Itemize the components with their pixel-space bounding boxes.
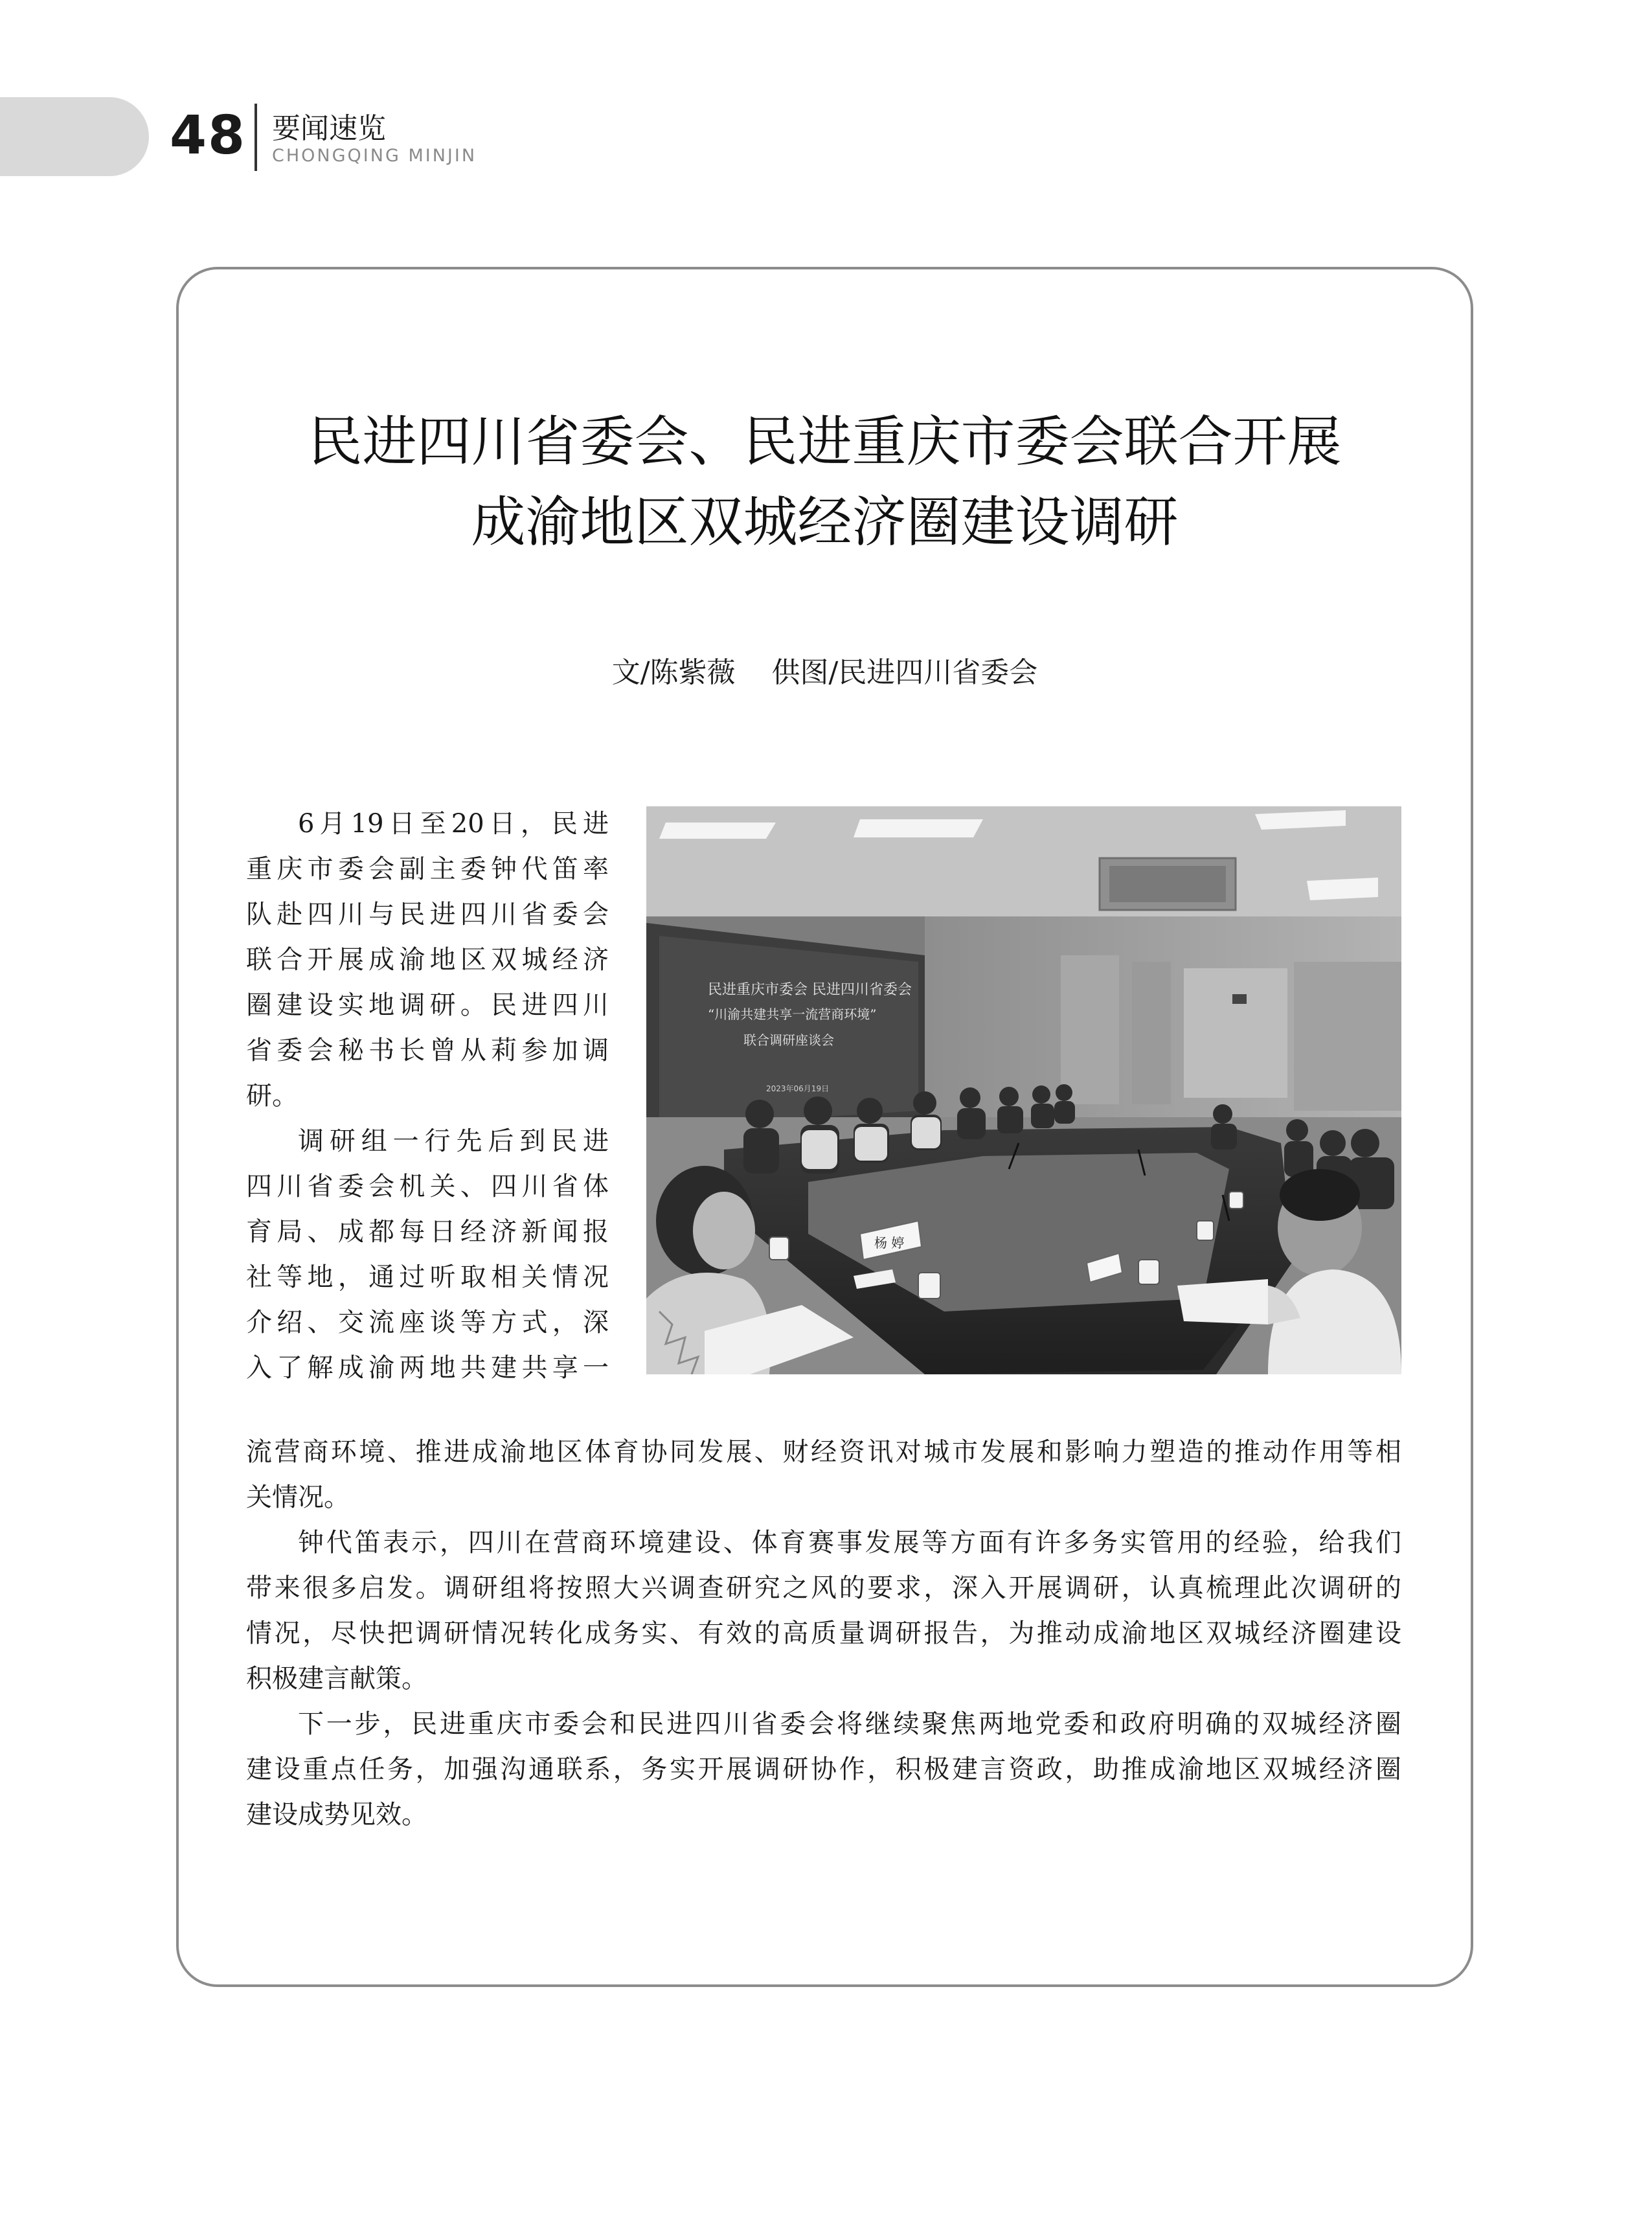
name-card: 杨 婷 bbox=[874, 1235, 905, 1251]
article-column-text bbox=[246, 801, 609, 1391]
text-line: 省委会秘书长曾从莉参加调 bbox=[246, 1036, 609, 1065]
page-tab bbox=[0, 97, 149, 176]
section-subtitle: CHONGQING MINJIN bbox=[272, 146, 477, 166]
article-body-text bbox=[246, 1429, 1401, 1837]
text-line: 6月19日至20日，民进 bbox=[298, 809, 609, 839]
text-line: 情况，尽快把调研情况转化成务实、有效的高质量调研报告，为推动成渝地区双城经济圈建设 bbox=[246, 1618, 1401, 1648]
text-line: 下一步，民进重庆市委会和民进四川省委会将继续聚焦两地党委和政府明确的双城经济圈 bbox=[298, 1709, 1401, 1739]
headline-line: 民进四川省委会、民进重庆市委会联合开展 bbox=[308, 410, 1342, 473]
text-line: 调研组一行先后到民进 bbox=[298, 1126, 609, 1156]
screen-line: “川渝共建共享一流营商环境” bbox=[708, 1006, 877, 1022]
text-line: 联合开展成渝地区双城经济 bbox=[246, 945, 609, 975]
text-line: 积极建言献策。 bbox=[246, 1664, 427, 1694]
article-headline bbox=[176, 402, 1473, 562]
header-divider bbox=[255, 104, 257, 171]
text-line: 介绍、交流座谈等方式，深 bbox=[246, 1308, 609, 1337]
text-line: 关情况。 bbox=[246, 1482, 350, 1512]
section-title: 要闻速览 bbox=[272, 112, 386, 145]
screen-line: 2023年06月19日 bbox=[766, 1084, 830, 1093]
page-number: 48 bbox=[170, 105, 247, 166]
text-line: 建设重点任务，加强沟通联系，务实开展调研协作，积极建言资政，助推成渝地区双城经济圈 bbox=[246, 1755, 1401, 1784]
text-line: 社等地，通过听取相关情况 bbox=[246, 1262, 609, 1292]
text-line: 育局、成都每日经济新闻报 bbox=[246, 1217, 609, 1247]
text-line: 带来很多启发。调研组将按照大兴调查研究之风的要求，深入开展调研，认真梳理此次调研的 bbox=[246, 1573, 1401, 1603]
text-line: 队赴四川与民进四川省委会 bbox=[246, 900, 609, 929]
screen-line: 联合调研座谈会 bbox=[743, 1032, 834, 1048]
text-line: 钟代笛表示，四川在营商环境建设、体育赛事发展等方面有许多务实管用的经验，给我们 bbox=[298, 1528, 1401, 1558]
text-line: 建设成势见效。 bbox=[246, 1800, 427, 1830]
headline-line: 成渝地区双城经济圈建设调研 bbox=[471, 490, 1179, 554]
text-line: 研。 bbox=[246, 1081, 298, 1111]
text-line: 重庆市委会副主委钟代笛率 bbox=[246, 854, 609, 884]
screen-line: 民进重庆市委会 民进四川省委会 bbox=[708, 982, 912, 998]
meeting-photo bbox=[646, 806, 1401, 1374]
text-line: 流营商环境、推进成渝地区体育协同发展、财经资讯对城市发展和影响力塑造的推动作用等相 bbox=[246, 1437, 1401, 1467]
text-line: 四川省委会机关、四川省体 bbox=[246, 1172, 609, 1201]
text-line: 圈建设实地调研。民进四川 bbox=[246, 990, 609, 1020]
article-byline: 文/陈紫薇 供图/民进四川省委会 bbox=[611, 656, 1038, 689]
text-line: 入了解成渝两地共建共享一 bbox=[246, 1353, 609, 1383]
